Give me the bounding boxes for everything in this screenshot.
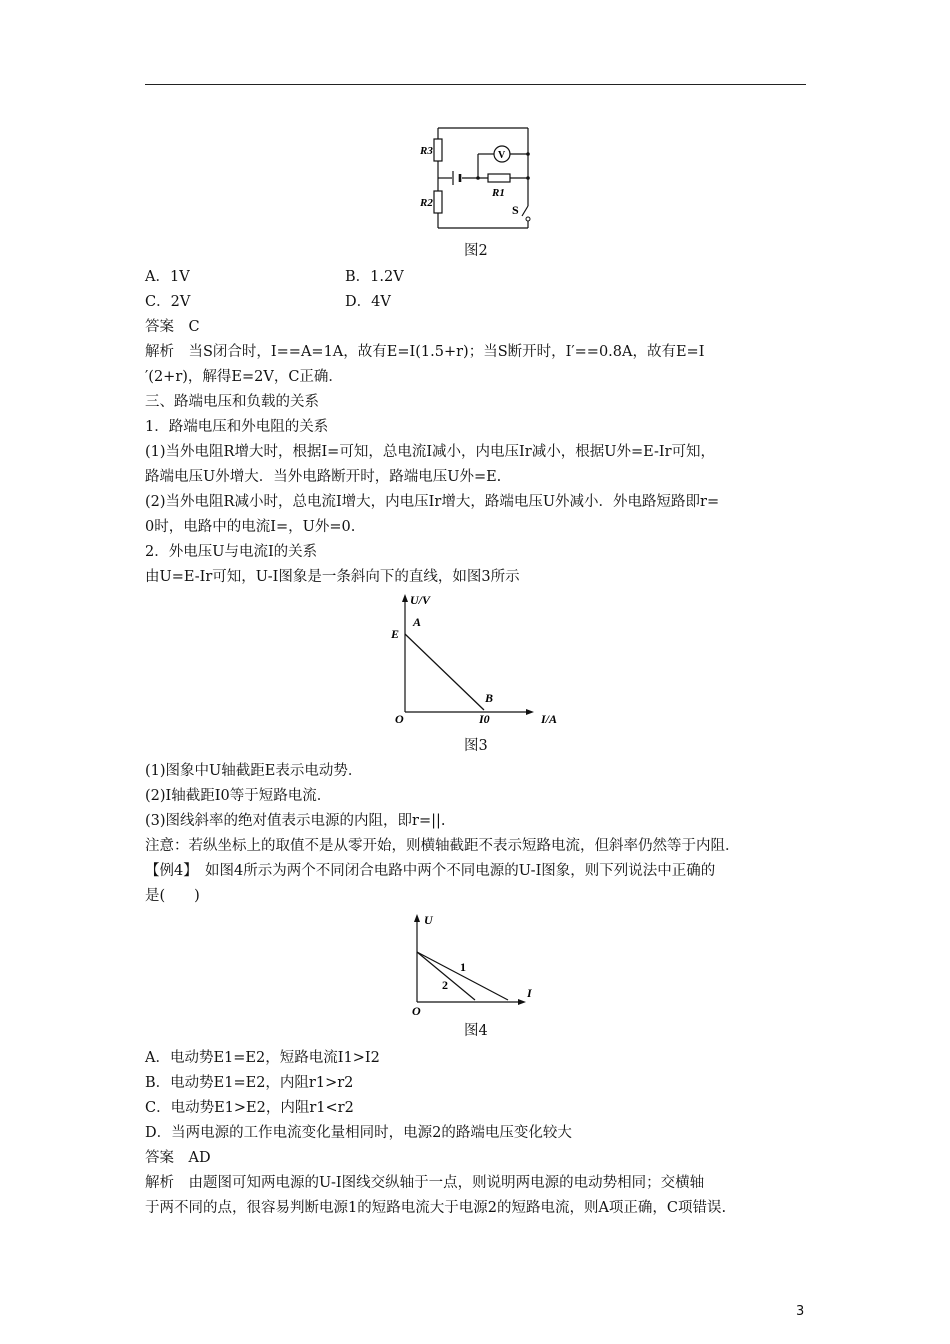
para-1-line2: 路端电压U外增大．当外电路断开时，路端电压U外=E. [145,469,502,485]
ex4-option-c: C．电动势E1>E2，内阻r1<r2 [145,1100,354,1116]
page-number: 3 [796,1304,805,1319]
line-2-label: 2 [442,978,448,992]
note-2: (2)I轴截距I0等于短路电流． [145,788,332,804]
ex4-analysis-line1: 解析 由题图可知两电源的U-I图线交纵轴于一点，则说明两电源的电动势相同；交横轴 [145,1175,705,1191]
label-s: S [512,203,519,217]
y-axis-label: U/V [410,593,431,607]
line-1-label: 1 [460,960,466,974]
y-axis-label: U [424,913,433,927]
origin-label: O [412,1004,421,1018]
fig3-caption: 图3 [464,738,488,754]
label-r2: R2 [420,197,433,209]
label-r1: R1 [492,187,505,199]
fig2-caption: 图2 [464,243,488,259]
q3-option-b: B．1.2V [345,269,404,285]
y-axis-arrow [414,914,420,922]
para-1-line1: (1)当外电阻R增大时，根据I=可知，总电流I减小，内电压Ir减小，根据U外=E-Ir可知， [145,444,716,460]
x-axis-label: I [527,986,532,1000]
section-title: 三、路端电压和负载的关系 [145,394,319,410]
q3-option-c: C．2V [145,294,191,310]
note-4: 注意：若纵坐标上的取值不是从零开始，则横轴截距不表示短路电流，但斜率仍然等于内阻． [145,838,740,854]
q3-answer: 答案 C [145,319,200,335]
q3-option-d: D．4V [345,294,391,310]
example-4-question-line1: 【例4】 如图4所示为两个不同闭合电路中两个不同电源的U-I图象，则下列说法中正确的 [145,863,716,879]
x-axis-arrow [518,999,526,1005]
para-3: 由U=E-Ir可知，U-I图象是一条斜向下的直线，如图3所示 [145,569,520,585]
note-3: (3)图线斜率的绝对值表示电源的内阻，即r=||. [145,813,446,829]
fig4-caption: 图4 [464,1023,488,1039]
q3-analysis-line2: ′(2+r)，解得E=2V，C正确． [145,369,343,385]
subsection-1-title: 1．路端电压和外电阻的关系 [145,419,329,435]
point-b-label: B [485,691,494,705]
q3-analysis-line1: 解析 当S闭合时，I==A=1A，故有E=I(1.5+r)；当S断开时，I′==0.8A，故有E=I [145,344,705,360]
note-1: (1)图象中U轴截距E表示电动势． [145,763,363,779]
para-2-line1: (2)当外电阻R减小时，总电流I增大，内电压Ir增大，路端电压U外减小．外电路短路即r= [145,494,720,510]
point-a-label: A [413,615,422,629]
example-4-question-line2: 是( ) [145,888,200,904]
i0-label: I0 [479,712,490,726]
line-2 [417,952,475,1000]
label-v: V [498,150,506,161]
ex4-option-b: B．电动势E1=E2，内阻r1>r2 [145,1075,354,1091]
origin-label: O [395,712,404,726]
ex4-analysis-line2: 于两不同的点，很容易判断电源1的短路电流大于电源2的短路电流，则A项正确，C项错误. [145,1200,727,1216]
label-r3: R3 [420,145,433,157]
ex4-option-d: D．当两电源的工作电流变化量相同时，电源2的路端电压变化较大 [145,1125,572,1141]
ex4-option-a: A．电动势E1=E2，短路电流I1>I2 [145,1050,380,1066]
para-2-line2: 0时，电路中的电流I=，U外=0. [145,519,356,535]
subsection-2-title: 2．外电压U与电流I的关系 [145,544,318,560]
e-label: E [391,627,400,641]
x-axis-label: I/A [541,712,558,726]
q3-option-a: A．1V [145,269,190,285]
ex4-answer: 答案 AD [145,1150,211,1166]
